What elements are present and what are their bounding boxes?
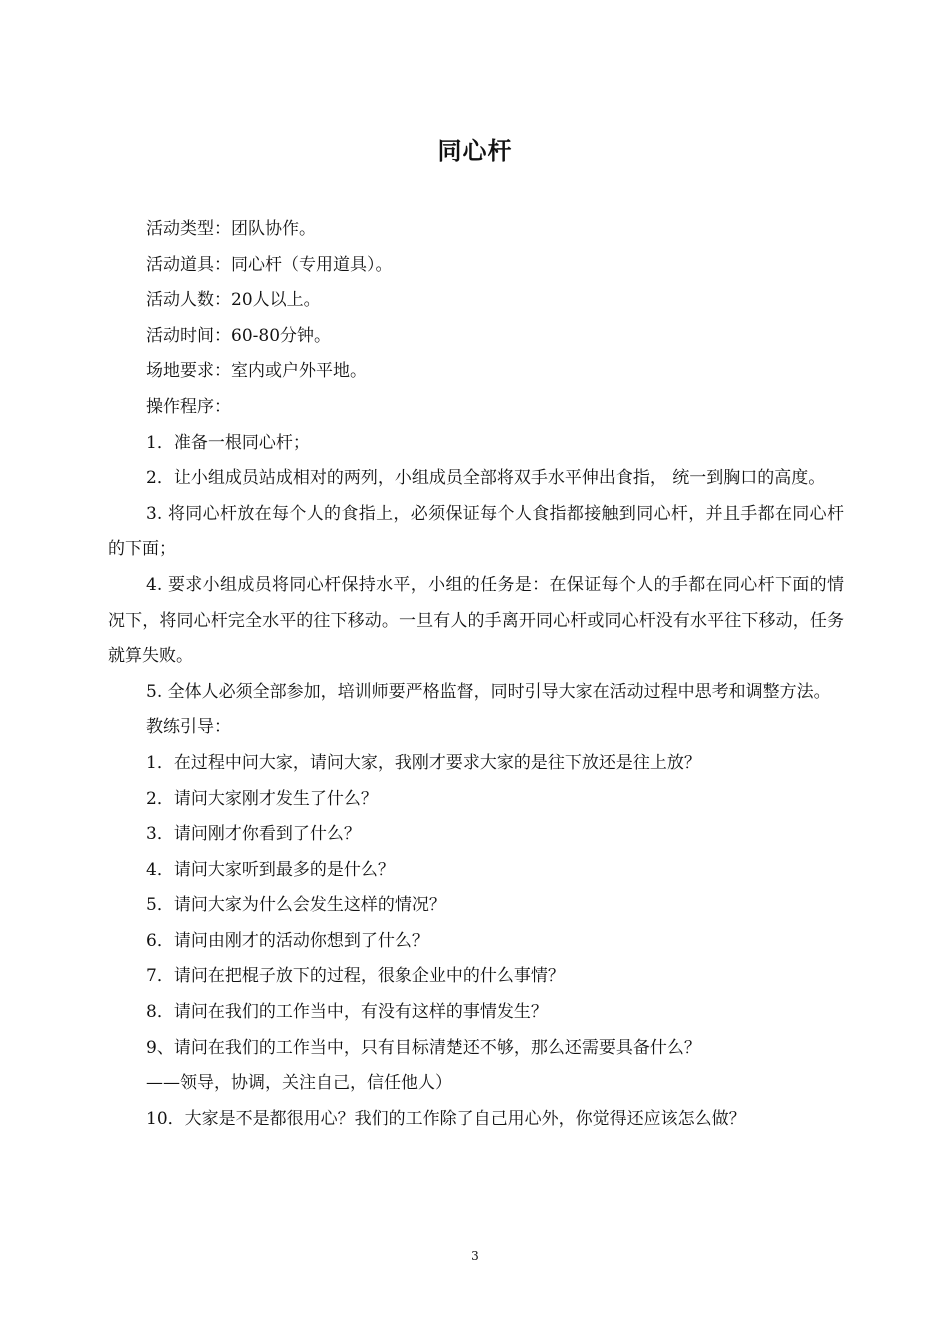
coaching-question: 1．在过程中问大家，请问大家，我刚才要求大家的是往下放还是往上放？ (146, 752, 701, 773)
procedure-step: 5. 全体人必须全部参加，培训师要严格监督，同时引导大家在活动过程中思考和调整方法。 (146, 681, 831, 702)
activity-people: 活动人数：20人以上。 (146, 290, 321, 311)
activity-venue: 场地要求：室内或户外平地。 (146, 361, 367, 382)
procedure-step: 3. 将同心杆放在每个人的食指上，必须保证每个人食指都接触到同心杆，并且手都在同心杆的下面； (108, 503, 844, 560)
coaching-question: 6．请问由刚才的活动你想到了什么？ (146, 930, 429, 951)
page-number: 3 (471, 1249, 479, 1263)
coaching-question: 8．请问在我们的工作当中，有没有这样的事情发生？ (146, 1002, 548, 1023)
procedure-step: 1．准备一根同心杆； (146, 432, 310, 453)
document-body (108, 212, 844, 1137)
procedure-heading: 操作程序： (146, 396, 231, 417)
coaching-question: 4．请问大家听到最多的是什么？ (146, 859, 395, 880)
activity-props: 活动道具：同心杆（专用道具）。 (146, 254, 393, 275)
activity-time: 活动时间：60-80分钟。 (146, 325, 332, 346)
coaching-question: 10．大家是不是都很用心？我们的工作除了自己用心外，你觉得还应该怎么做？ (146, 1108, 746, 1129)
coaching-question: 9、请问在我们的工作当中，只有目标清楚还不够，那么还需要具备什么？ (146, 1037, 701, 1058)
coaching-question: 2．请问大家刚才发生了什么？ (146, 788, 378, 809)
activity-type: 活动类型：团队协作。 (146, 219, 316, 239)
coaching-question: 5．请问大家为什么会发生这样的情况？ (146, 895, 446, 916)
coaching-heading: 教练引导： (146, 717, 231, 738)
coaching-question: ——领导，协调，关注自己，信任他人） (146, 1073, 452, 1094)
procedure-step: 4. 要求小组成员将同心杆保持水平，小组的任务是：在保证每个人的手都在同心杆下面的情况下，将同心杆完全水平的往下移动。一旦有人的手离开同心杆或同心杆没有水平往下移动，任务就算失败。 (108, 574, 844, 667)
coaching-question: 3．请问刚才你看到了什么？ (146, 824, 361, 845)
coaching-question: 7．请问在把棍子放下的过程，很象企业中的什么事情？ (146, 966, 565, 987)
page-title: 同心杆 (437, 137, 513, 165)
procedure-step: 2．让小组成员站成相对的两列，小组成员全部将双手水平伸出食指， 统一到胸口的高度。 (146, 468, 826, 489)
